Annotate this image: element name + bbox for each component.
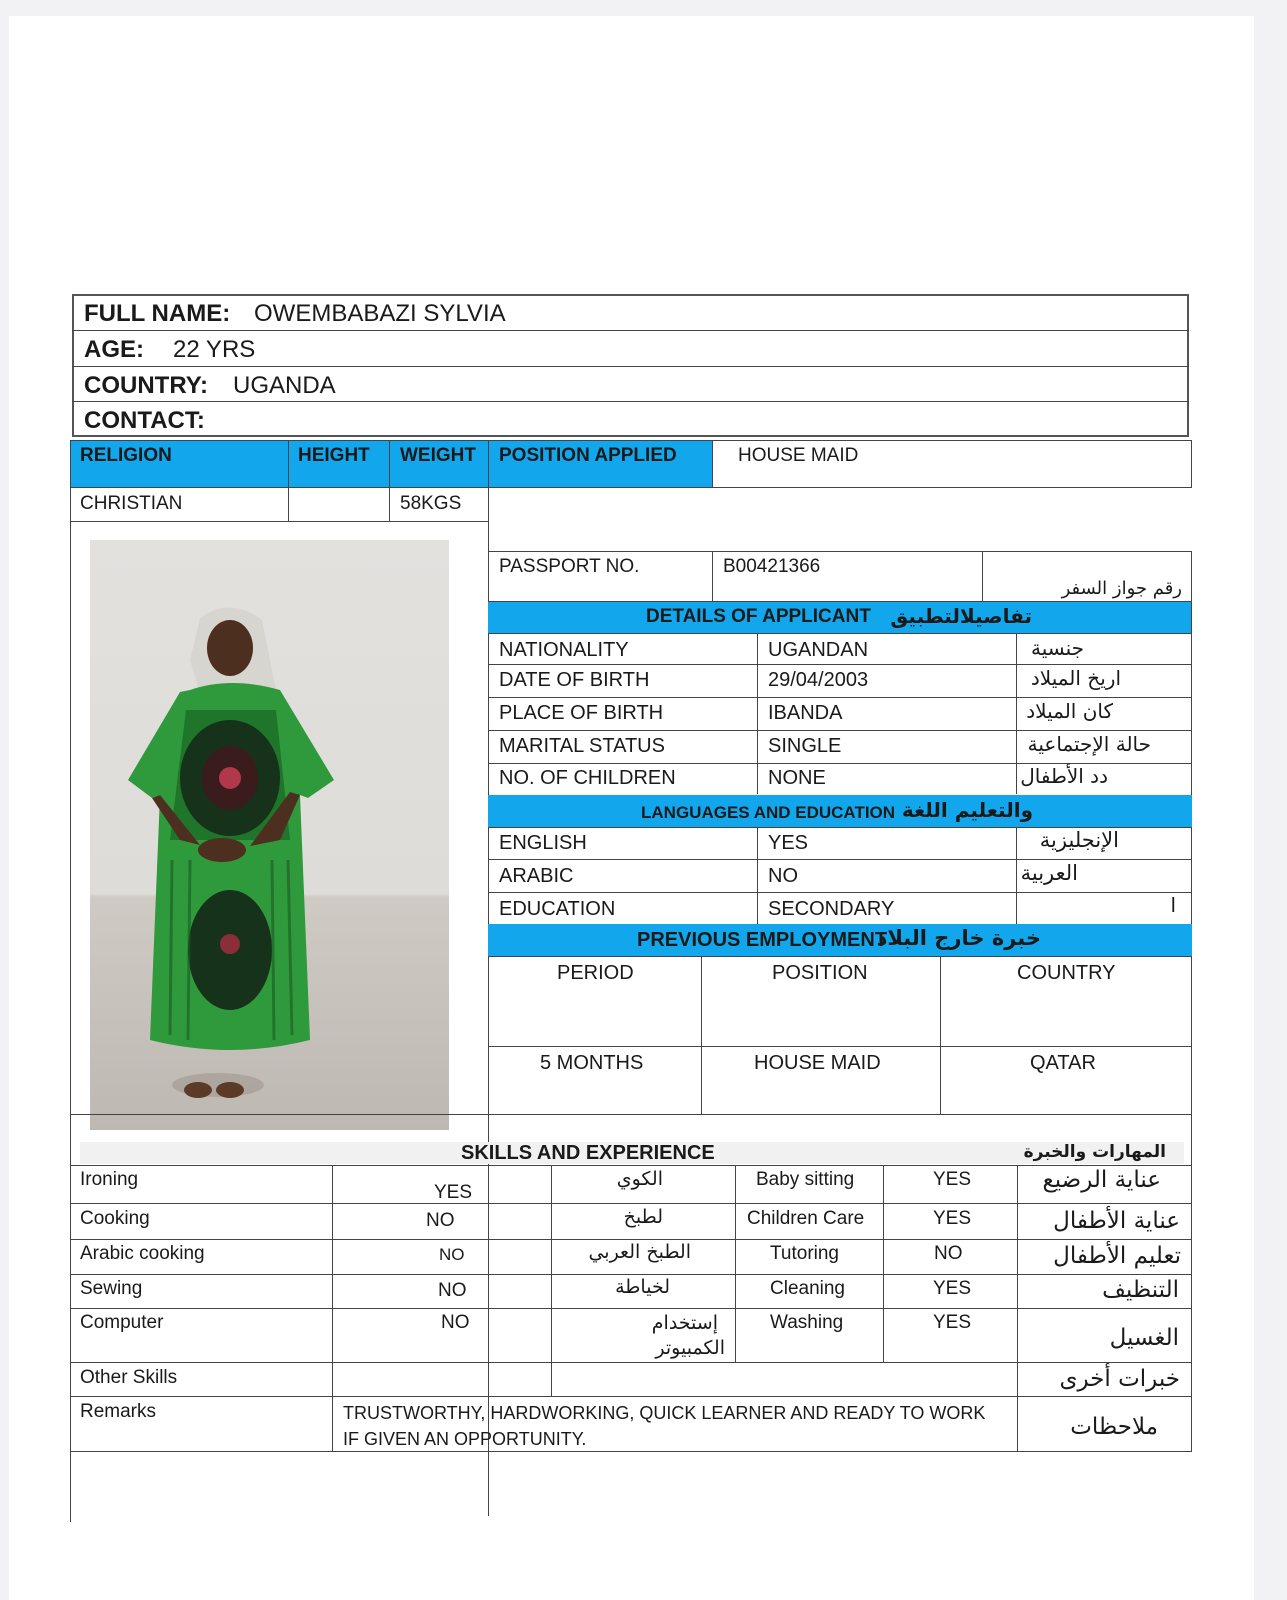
skill-ar: الطبخ العربي [588, 1241, 691, 1263]
skill-value: NO [426, 1210, 455, 1231]
language-row-label: ENGLISH [499, 832, 587, 854]
skill-value: NO [438, 1280, 467, 1301]
skill-value: NO [439, 1245, 465, 1264]
language-row-ar: العربية [1020, 861, 1078, 885]
skill-label: Computer [80, 1312, 164, 1333]
remarks-ar: ملاحظات [1070, 1414, 1158, 1440]
applicant-photo [90, 540, 449, 1130]
age-label: AGE: [84, 336, 144, 363]
skill2-label: Washing [770, 1312, 844, 1333]
skill2-value: NO [934, 1243, 963, 1264]
height-label: HEIGHT [298, 445, 370, 466]
other-skills-label: Other Skills [80, 1367, 178, 1388]
language-row-ar: الإنجليزية [1039, 828, 1119, 852]
skill2-ar: الغسيل [1109, 1325, 1179, 1351]
skill2-ar: عناية الأطفال [1053, 1208, 1180, 1234]
details-row-label: PLACE OF BIRTH [499, 702, 664, 724]
employment-period: 5 MONTHS [540, 1052, 644, 1074]
language-row-label: EDUCATION [499, 898, 616, 920]
details-row-ar: جنسية [1031, 636, 1084, 660]
skills-title-ar: المهارات والخبرة [1023, 1142, 1166, 1162]
language-row-ar: ا [1170, 893, 1176, 917]
employment-title: PREVIOUS EMPLOYMENT [637, 929, 888, 951]
employment-header-position: POSITION [772, 962, 868, 984]
skill-ar-line2: الكمبيوتر [655, 1337, 725, 1359]
details-row-value: NONE [768, 767, 826, 789]
details-row-value: UGANDAN [768, 639, 869, 661]
skill-ar: لطبخ [623, 1206, 663, 1228]
employment-header-country: COUNTRY [1017, 962, 1116, 984]
skill-label: Sewing [80, 1278, 143, 1299]
details-row-label: NATIONALITY [499, 639, 629, 661]
details-row-value: SINGLE [768, 735, 842, 757]
weight-value: 58KGS [400, 493, 462, 514]
details-row-ar: كان الميلاد [1026, 699, 1113, 723]
contact-label: CONTACT: [84, 407, 205, 434]
details-row-value: IBANDA [768, 702, 843, 724]
employment-position: HOUSE MAID [754, 1052, 881, 1074]
skills-title: SKILLS AND EXPERIENCE [461, 1142, 715, 1164]
languages-title-ar: والتعليم اللغة [901, 798, 1033, 822]
language-row-label: ARABIC [499, 865, 574, 887]
religion-value: CHRISTIAN [80, 493, 183, 514]
details-row-value: 29/04/2003 [768, 669, 869, 691]
language-row-value: NO [768, 865, 798, 887]
skill2-value: YES [933, 1312, 972, 1333]
position-applied-label: POSITION APPLIED [499, 445, 677, 466]
details-row-label: MARITAL STATUS [499, 735, 665, 757]
full-name-value: OWEMBABAZI SYLVIA [254, 300, 506, 327]
details-row-ar: اريخ الميلاد [1030, 666, 1121, 690]
details-title: DETAILS OF APPLICANT [646, 606, 871, 627]
country-label: COUNTRY: [84, 372, 208, 399]
cv-page [9, 16, 1254, 1600]
skill2-value: YES [933, 1208, 972, 1229]
details-row-label: DATE OF BIRTH [499, 669, 650, 691]
details-title-ar: تفاصيلالتطبيق [890, 604, 1032, 628]
skill2-label: Baby sitting [756, 1169, 855, 1190]
skill-ar: الكوي [616, 1168, 663, 1190]
remarks-line2: IF GIVEN AN OPPORTUNITY. [343, 1429, 587, 1449]
country-value: UGANDA [233, 372, 336, 399]
employment-title-ar: خبرة خارج البلاد [876, 926, 1041, 950]
skill2-label: Cleaning [770, 1278, 845, 1299]
languages-title: LANGUAGES AND EDUCATION [641, 803, 896, 822]
position-applied-value: HOUSE MAID [738, 445, 859, 466]
other-skills-ar: خبرات أخرى [1059, 1366, 1180, 1392]
skill2-ar: تعليم الأطفال [1053, 1243, 1181, 1269]
remarks-line1: TRUSTWORTHY, HARDWORKING, QUICK LEARNER AND READY TO WORK [343, 1403, 986, 1423]
skill2-label: Tutoring [770, 1243, 839, 1264]
details-row-ar: حالة الإجتماعية [1027, 732, 1151, 756]
weight-label: WEIGHT [400, 445, 476, 466]
skill-value: NO [441, 1312, 470, 1333]
employment-header-period: PERIOD [557, 962, 634, 984]
skill2-ar: عناية الرضيع [1042, 1167, 1161, 1193]
age-value: 22 YRS [173, 336, 256, 363]
details-row-label: NO. OF CHILDREN [499, 767, 676, 789]
details-row-ar: دد الأطفال [1020, 764, 1108, 788]
employment-country: QATAR [1030, 1052, 1096, 1074]
applicant-figure [90, 540, 449, 1130]
religion-label: RELIGION [80, 445, 172, 466]
skill-ar: إستخدام [651, 1312, 718, 1334]
skill-ar: لخياطة [615, 1276, 670, 1298]
remarks-label: Remarks [80, 1401, 157, 1422]
passport-label: PASSPORT NO. [499, 556, 640, 577]
skill2-ar: التنظيف [1102, 1277, 1179, 1303]
skill-label: Arabic cooking [80, 1243, 205, 1264]
language-row-value: YES [768, 832, 809, 854]
skill2-value: YES [933, 1278, 972, 1299]
passport-value: B00421366 [723, 556, 821, 577]
skill2-value: YES [933, 1169, 972, 1190]
full-name-label: FULL NAME: [84, 300, 231, 327]
passport-label-ar: رقم جواز السفر [1061, 578, 1182, 599]
skill-label: Cooking [80, 1208, 150, 1229]
skill-value: YES [434, 1182, 473, 1203]
skill2-label: Children Care [747, 1208, 865, 1229]
skill-label: Ironing [80, 1169, 139, 1190]
language-row-value: SECONDARY [768, 898, 895, 920]
